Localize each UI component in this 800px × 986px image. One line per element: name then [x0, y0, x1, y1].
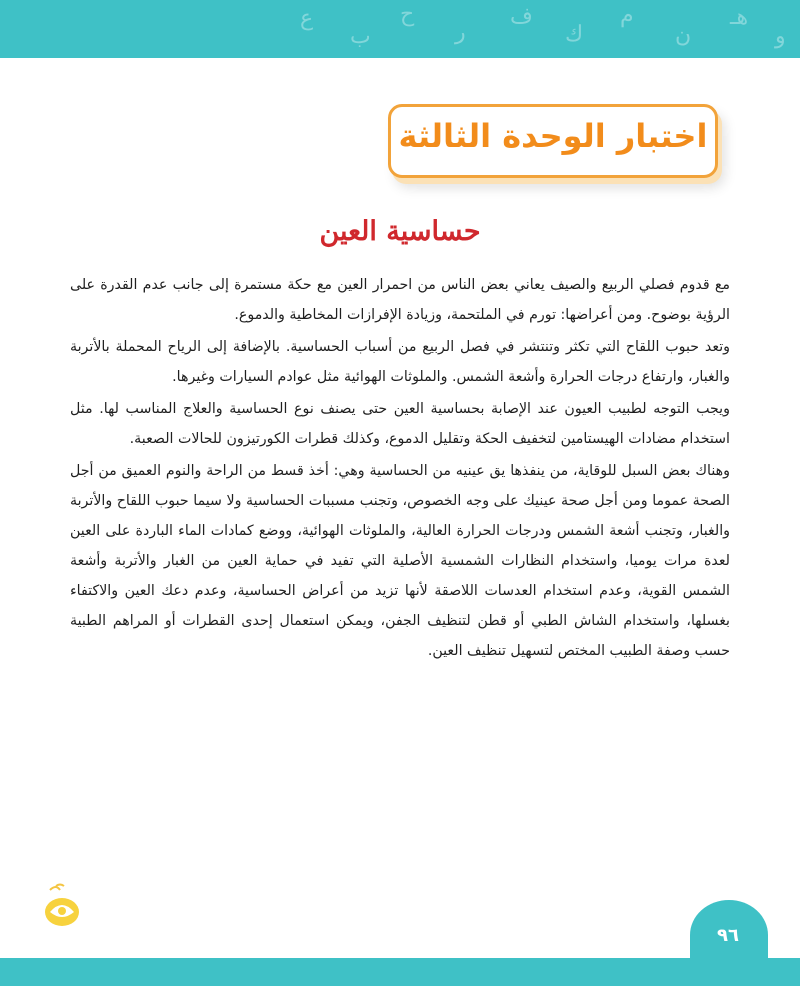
paragraph: مع قدوم فصلي الربيع والصيف يعاني بعض الناس من احمرار العين مع حكة مستمرة إلى جانب عدم القدرة على الرؤية بوضوح. ومن أعراضها: تورم في الملتحمة، وزيادة الإفرازات المخاطية والدموع. — [70, 277, 730, 323]
article-body — [70, 270, 730, 668]
page-number: ٩٦ — [717, 925, 739, 946]
paragraph: وهناك بعض السبل للوقاية، من ينفذها يق عينيه من الحساسية وهي: أخذ قسط من الراحة والنوم العميق من أجل الصحة عموما ومن أجل صحة عينيك على وجه الخصوص، وتجنب مسببات الحساسية ولا سيما حبوب اللقاح والأتربة والغبار، وتجنب أشعة الشمس ودرجات الحرارة العالية، والملوثات الهوائية، ووضع كمادات الماء الباردة على العين لعدة مرات يوميا، واستخدام النظارات الشمسية الأصلية التي تفيد في حماية العين من الغبار والأتربة وأشعة الشمس القوية، وعدم استخدام العدسات اللاصقة لأنها تزيد من أعراض الحساسية، وعدم دعك العين والاكتفاء بغسلها، واستخدام الشاش الطبي أو قطن لتنظيف الجفن، ويمكن استعمال إحدى القطرات أو المراهم الطبية حسب وصفة الطبيب المختص لتسهيل تنظيف العين. — [70, 463, 730, 659]
publisher-logo-icon — [36, 882, 88, 932]
paragraph: وتعد حبوب اللقاح التي تكثر وتنتشر في فصل الربيع من أسباب الحساسية. بالإضافة إلى الرياح المحملة بالأتربة والغبار، وارتفاع درجات الحرارة وأشعة الشمس. والملوثات الهوائية مثل عوادم السيارات وغيرها. — [70, 339, 730, 385]
paragraph: ويجب التوجه لطبيب العيون عند الإصابة بحساسية العين حتى يصنف نوع الحساسية والعلاج المناسب لها. مثل استخدام مضادات الهيستامين لتخفيف الحكة وتقليل الدموع، وكذلك قطرات الكورتيزون للحالات الصعبة. — [70, 401, 730, 447]
page-title: اختبار الوحدة الثالثة — [398, 117, 708, 155]
section-title: حساسية العين — [319, 216, 481, 247]
unit-test-title-box — [388, 104, 718, 178]
calligraphy-pattern: ع ب ح ر ف ك م ن هـ و — [300, 2, 786, 49]
top-decorative-band — [0, 0, 800, 58]
bottom-decorative-band — [0, 958, 800, 986]
